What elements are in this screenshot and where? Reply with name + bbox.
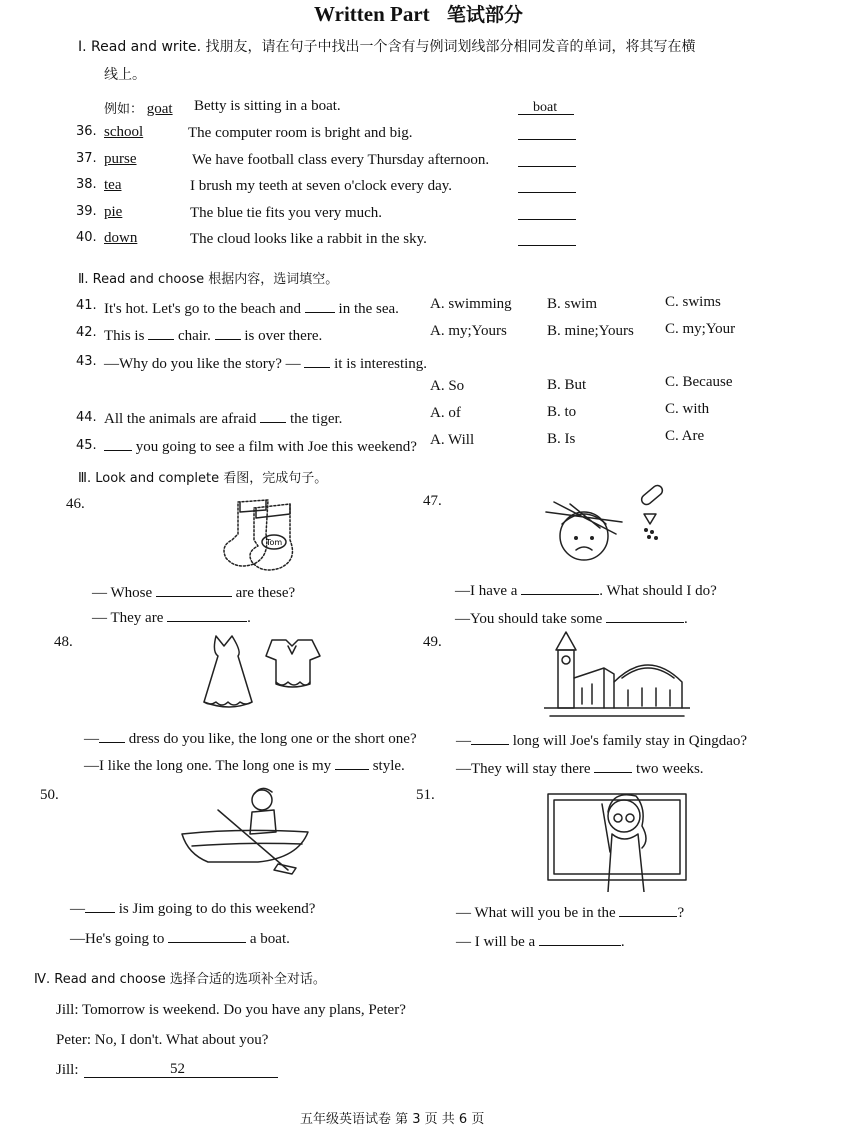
q50-line2 [70,928,290,948]
example-answer-line [518,114,574,115]
q48-blank1[interactable] [99,728,125,743]
q43-blank[interactable] [304,353,330,368]
q49-line2 [456,758,704,778]
q46-line2-pre: — They are [92,610,164,626]
q42-option-c[interactable]: C. my;Your [665,321,736,337]
title-cn: 笔试部分 [446,4,523,26]
q48-line2 [84,755,405,775]
q41-post: in the sea. [338,301,399,317]
section1-heading-line2: 线上。 [104,67,146,83]
q44-blank[interactable] [260,408,286,423]
q50-blank2[interactable] [168,928,246,943]
q42-mid: chair. [177,328,211,344]
dialogue-line-2: Peter: No, I don't. What about you? [56,1032,269,1048]
q45-option-a[interactable]: A. Will [430,432,475,448]
q48-line2-post: style. [372,758,405,774]
item-36-sentence: The computer room is bright and big. [188,125,413,141]
q49-blank1[interactable] [471,730,509,745]
q45-post: you going to see a film with Joe this weekend? [135,439,417,455]
q49-line2-post: two weeks. [636,761,704,777]
q51-blank2[interactable] [539,931,621,946]
q43-option-b[interactable]: B. But [547,377,587,393]
q51-line1-pre: — What will you be in the [456,905,616,921]
q43-num: 43. [76,354,97,369]
q49-line2-pre: —They will stay there [456,761,591,777]
item-38-sentence: I brush my teeth at seven o'clock every day. [190,178,453,194]
q45-option-c[interactable]: C. Are [665,428,705,444]
example-row [104,98,173,118]
q49-line1-post: long will Joe's family stay in Qingdao? [512,733,748,749]
q46-blank1[interactable] [156,582,232,597]
q47-blank1[interactable] [521,580,599,595]
q44-option-a[interactable]: A. of [430,405,461,421]
q48-line2-pre: —I like the long one. The long one is my [84,758,332,774]
q45-num: 45. [76,438,97,453]
example-word: goat [146,101,173,117]
sock-tom-label: Tom [266,538,283,547]
q51-num: 51. [416,787,435,803]
q44-post: the tiger. [289,411,343,427]
q47-line2-post: . [683,611,688,627]
q47-line1-pre: —I have a [455,583,518,599]
q42-num: 42. [76,325,97,340]
q47-line2 [455,608,688,628]
q43-pre: —Why do you like the story? — [104,356,301,372]
q45-stem [104,436,417,456]
q49-line1-pre: — [456,733,471,749]
q43-option-c[interactable]: C. Because [665,374,733,390]
q46-line1-post: are these? [235,585,296,601]
page-footer: 五年级英语试卷 第 3 页 共 6 页 [300,1112,485,1127]
q42-option-b[interactable]: B. mine;Yours [547,323,634,339]
q51-line1 [456,902,684,922]
q45-blank[interactable] [104,436,132,451]
q44-option-b[interactable]: B. to [547,404,577,420]
item-40-sentence: The cloud looks like a rabbit in the sky. [190,231,427,247]
item-40-word: down [104,230,138,246]
item-39-word: pie [104,204,123,220]
item-38-num: 38. [76,177,97,192]
q43-option-a[interactable]: A. So [430,378,465,394]
q41-option-a[interactable]: A. swimming [430,296,512,312]
rowing-boat-image [178,780,318,876]
q48-line1-pre: — [84,731,99,747]
q51-line2-post: . [620,934,625,950]
item-36-word: school [104,124,144,140]
item-39-answer-blank[interactable] [518,219,576,220]
q49-num: 49. [423,634,442,650]
q51-blank1[interactable] [619,902,677,917]
q41-option-b[interactable]: B. swim [547,296,598,312]
q41-pre: It's hot. Let's go to the beach and [104,301,302,317]
q50-line2-post: a boat. [249,931,290,947]
page-title [314,0,523,27]
q42-blank-1[interactable] [148,325,174,340]
item-38-word: tea [104,177,122,193]
item-36-num: 36. [76,124,97,139]
teacher-image [546,782,690,892]
item-38-answer-blank[interactable] [518,192,576,193]
q44-pre: All the animals are afraid [104,411,257,427]
example-answer: boat [533,100,558,115]
q47-line1-post: . What should I do? [599,583,717,599]
q41-blank[interactable] [305,298,335,313]
q42-stem [104,325,322,345]
section4-heading: Ⅳ. Read and choose 选择合适的选项补全对话。 [34,972,326,987]
q43-post: it is interesting. [334,356,428,372]
item-39-num: 39. [76,204,97,219]
q49-line1 [456,730,747,750]
q51-line1-post: ? [677,905,685,921]
q46-line2-post: . [247,610,251,626]
q47-blank2[interactable] [606,608,684,623]
example-label: 例如： [104,102,144,117]
title-en: Written Part [314,2,430,26]
item-40-answer-blank[interactable] [518,245,576,246]
q51-line2-pre: — I will be a [456,934,536,950]
q41-num: 41. [76,298,97,313]
item-37-word: purse [104,151,137,167]
dialogue-line-1: Jill: Tomorrow is weekend. Do you have any plans, Peter? [56,1002,406,1018]
section2-heading: Ⅱ. Read and choose 根据内容，选词填空。 [78,272,339,287]
dialogue-jill-label: Jill: [56,1062,79,1078]
q50-line1-pre: — [70,901,85,917]
q44-num: 44. [76,410,97,425]
q49-blank2[interactable] [594,758,632,773]
q48-line1 [84,728,417,748]
q42-pre: This is [104,328,145,344]
example-sentence: Betty is sitting in a boat. [194,98,341,114]
q50-num: 50. [40,787,59,803]
q44-stem [104,408,342,428]
q52-num: 52 [170,1061,185,1077]
q48-line1-post: dress do you like, the long one or the short one? [128,731,417,747]
item-39-sentence: The blue tie fits you very much. [190,205,383,221]
headache-image [540,484,670,568]
socks-image [210,494,318,574]
item-37-answer-blank[interactable] [518,166,576,167]
qingdao-building-image [544,628,690,724]
item-36-answer-blank[interactable] [518,139,576,140]
q46-blank2[interactable] [167,607,247,622]
q46-line1 [92,582,295,602]
q50-line1-post: is Jim going to do this weekend? [118,901,316,917]
q47-line1 [455,580,717,600]
q50-blank1[interactable] [85,898,115,913]
q46-line2 [92,607,251,627]
item-37-sentence: We have football class every Thursday afternoon. [192,152,490,168]
dresses-image [196,632,326,714]
q47-num: 47. [423,493,442,509]
q42-option-a[interactable]: A. my;Yours [430,323,507,339]
q45-option-b[interactable]: B. Is [547,431,576,447]
q48-blank2[interactable] [335,755,369,770]
q48-num: 48. [54,634,73,650]
q46-num: 46. [66,496,85,512]
q41-option-c[interactable]: C. swims [665,294,721,310]
item-37-num: 37. [76,151,97,166]
q41-stem [104,298,399,318]
section3-heading: Ⅲ. Look and complete 看图，完成句子。 [78,471,328,486]
q44-option-c[interactable]: C. with [665,401,710,417]
q46-line1-pre: — Whose [92,585,153,601]
section1-heading-line1: Ⅰ. Read and write. 找朋友，请在句子中找出一个含有与例词划线部分相同发音的单词，将其写在横 [78,39,696,55]
q43-stem [104,353,427,373]
q42-blank-2[interactable] [215,325,241,340]
q47-line2-pre: —You should take some [455,611,603,627]
q50-line1 [70,898,315,918]
q50-line2-pre: —He's going to [70,931,165,947]
q42-post: is over there. [244,328,323,344]
q51-line2 [456,931,625,951]
item-40-num: 40. [76,230,97,245]
